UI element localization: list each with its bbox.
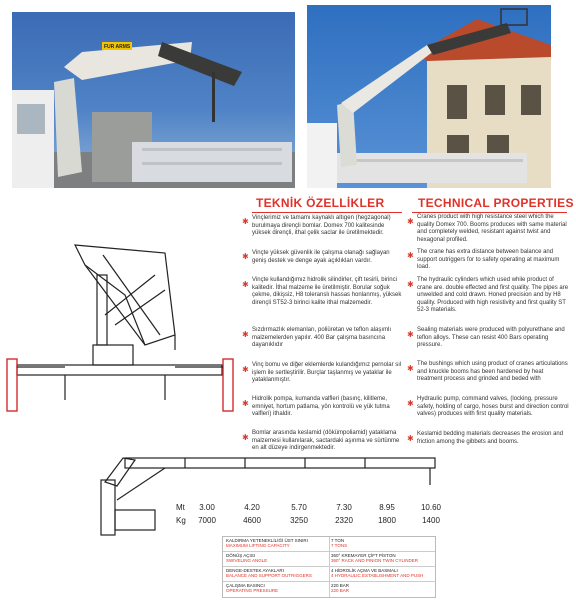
bullet-icon: ✱	[242, 330, 249, 339]
turkish-paragraph: Sızdırmazlık elemanları, poliüretan ve teflon alaşımlı malzemelerden yapılır. 400 Bar çalışma basıncına dayanıklıdır	[252, 327, 392, 349]
row-label-distance: Mt	[176, 503, 185, 512]
english-paragraph: Hydraulic pump, command valves, (locking, pressure safety, holding of cargo, hoses burst and direction control valves) produces with first quality materials.	[417, 396, 569, 418]
spec-value-pressure	[331, 583, 434, 593]
turkish-paragraph: Vinçte kullandığımız hidrolik silindirler, çift tesirli, birinci kalitedir. İthal malzeme ile üretilmiştir. Borular soğuk çekme, dikişsiz, H8 toleranslı hassas honlanmış, yüksek dirençli ST52-3 birinci kalite ithal malzemedir.	[252, 277, 402, 306]
load-value: 2320	[335, 516, 353, 525]
turkish-paragraph: Hidrolik pompa, kumanda valfleri (basınç, kilitleme, emniyet, hortum patlama, yön kontrolü ve yük tutma valfleri) ithaldir.	[252, 396, 390, 418]
english-paragraph: Sealing materials were produced with polyurethane and teflon alloys. These can resist 400 Bars operating pressure.	[417, 327, 565, 349]
turkish-title-underline	[252, 212, 402, 213]
spec-label-tr: DENGE-DESTEK AYAKLARI	[226, 568, 284, 573]
spec-label-tr: ÇALIŞMA BASINCI	[226, 583, 265, 588]
spec-table	[222, 536, 436, 598]
spec-value-outriggers	[331, 568, 434, 578]
turkish-paragraph: Bomlar arasında keslamid (dökümpoliamid) yataklama malzemesi kullanılarak, sactardaki aşınma ve sürtünme en alt düzeye indirgenmektedir.	[252, 430, 400, 452]
turkish-paragraph: Vinçlerimiz ve tamamı kaynaklı altıgen (hegzagonal) burulmaya dirençli bomlar. Domex 700 kalitesinde yüksek dirençli, ithal çelik saclar ile üretilmektedir.	[252, 215, 391, 237]
distance-value: 10.60	[420, 503, 442, 512]
english-paragraph: The hydraulic cylinders which used while product of crane are. double effected and first quality. The pipes are unwelded and cold drawn. Honed precision and by H8 quality. Produced with high resistivity and first quality ST 52-3 materials.	[417, 277, 569, 314]
brand-logo: FUR ARMS	[104, 44, 131, 50]
spec-value-tr: 7 TON	[331, 538, 345, 543]
crane-photo-left-illustration	[12, 12, 295, 188]
spec-row-pressure	[226, 583, 331, 593]
table-divider	[329, 537, 330, 597]
spec-value-en: 7 TONS	[331, 543, 348, 548]
crane-photo-right	[307, 5, 551, 188]
distance-value: 8.95	[379, 503, 395, 512]
english-paragraph: The crane has extra distance between balance and support outriggers for to safety operating at maximum load.	[417, 249, 560, 271]
spec-value-tr: 360° KREMAYER ÇİFT PİSTON	[331, 553, 396, 558]
bullet-icon: ✱	[407, 434, 414, 443]
bullet-icon: ✱	[242, 433, 249, 442]
english-title-underline	[412, 212, 567, 213]
bullet-icon: ✱	[407, 251, 414, 260]
crane-photo-right-illustration	[307, 5, 551, 188]
spec-label-en: OPERATING PRESSURE	[226, 588, 279, 593]
spec-label-tr: DÖNÜŞ AÇISI	[226, 553, 256, 558]
turkish-paragraph: Vinçte yüksek güvenlik ile çalışma olanağı sağlayan geniş destek ve denge ayak açıklıkları vardır.	[252, 250, 390, 264]
bullet-icon: ✱	[407, 280, 414, 289]
spec-value-tr: 4 HİDROLİK AÇMA VE BASMALI	[331, 568, 398, 573]
spec-value-en: 220 BAR	[331, 588, 350, 593]
turkish-paragraph: Vinç bomu ve diğer eklemlerde kulandığımız pernolar sıl işlem ile sertleştirilir. Burçlar taşlanmış ve yataklar ile yataklanmıştır.	[252, 362, 402, 384]
spec-row-outriggers	[226, 568, 331, 578]
row-label-load: Kg	[176, 516, 186, 525]
spec-label-tr: KALDIRMA YETENEKLİLİĞİ ÜST SINIRI	[226, 538, 308, 543]
bullet-icon: ✱	[242, 217, 249, 226]
load-value: 3250	[290, 516, 308, 525]
bullet-icon: ✱	[242, 365, 249, 374]
distance-value: 5.70	[291, 503, 307, 512]
distance-value: 3.00	[199, 503, 215, 512]
bullet-icon: ✱	[242, 399, 249, 408]
english-paragraph: The bushings which using product of cranes articulations and knuckle booms has been hardened by heat treatment process and grinded and beded with	[417, 361, 568, 383]
turkish-section-title: TEKNİK ÖZELLİKLER	[256, 196, 385, 210]
bullet-icon: ✱	[407, 399, 414, 408]
spec-label-en: SWIVELING ANGLE	[226, 558, 268, 563]
english-section-title: TECHNICAL PROPERTIES	[418, 196, 574, 210]
folded-crane-drawing	[5, 235, 240, 430]
bullet-icon: ✱	[407, 364, 414, 373]
extended-crane-drawing	[95, 450, 440, 540]
spec-value-en: 4 HYDRAULIC ESTABLISHMENT AND PUSH	[331, 573, 424, 578]
load-value: 1400	[422, 516, 440, 525]
spec-value-swivel	[331, 553, 434, 563]
bullet-icon: ✱	[407, 330, 414, 339]
crane-photo-left	[12, 12, 295, 188]
spec-value-en: 360° RACK AND PINION TWIN CYLINDER	[331, 558, 418, 563]
distance-value: 7.30	[336, 503, 352, 512]
distance-value: 4.20	[244, 503, 260, 512]
spec-label-en: MAXIMUM LIFTING CAPACITY	[226, 543, 290, 548]
load-value: 7000	[198, 516, 216, 525]
load-value: 4600	[243, 516, 261, 525]
load-value: 1800	[378, 516, 396, 525]
spec-row-capacity	[226, 538, 331, 548]
english-paragraph: Cranes product with high resistance steel which the quality Domex 700. Booms produces with same material and completely welded, resistant against twist and hexagonal profiled.	[417, 214, 567, 243]
spec-value-capacity	[331, 538, 434, 548]
bullet-icon: ✱	[242, 252, 249, 261]
spec-label-en: BALANCE AND SUPPORT OUTRIGGERS	[226, 573, 312, 578]
bullet-icon: ✱	[407, 217, 414, 226]
spec-row-swivel	[226, 553, 331, 563]
english-paragraph: Keslamid bedding materials decreases the erosion and friction among the gibbets and booms.	[417, 431, 564, 445]
spec-value-tr: 220 BAR	[331, 583, 350, 588]
bullet-icon: ✱	[242, 280, 249, 289]
